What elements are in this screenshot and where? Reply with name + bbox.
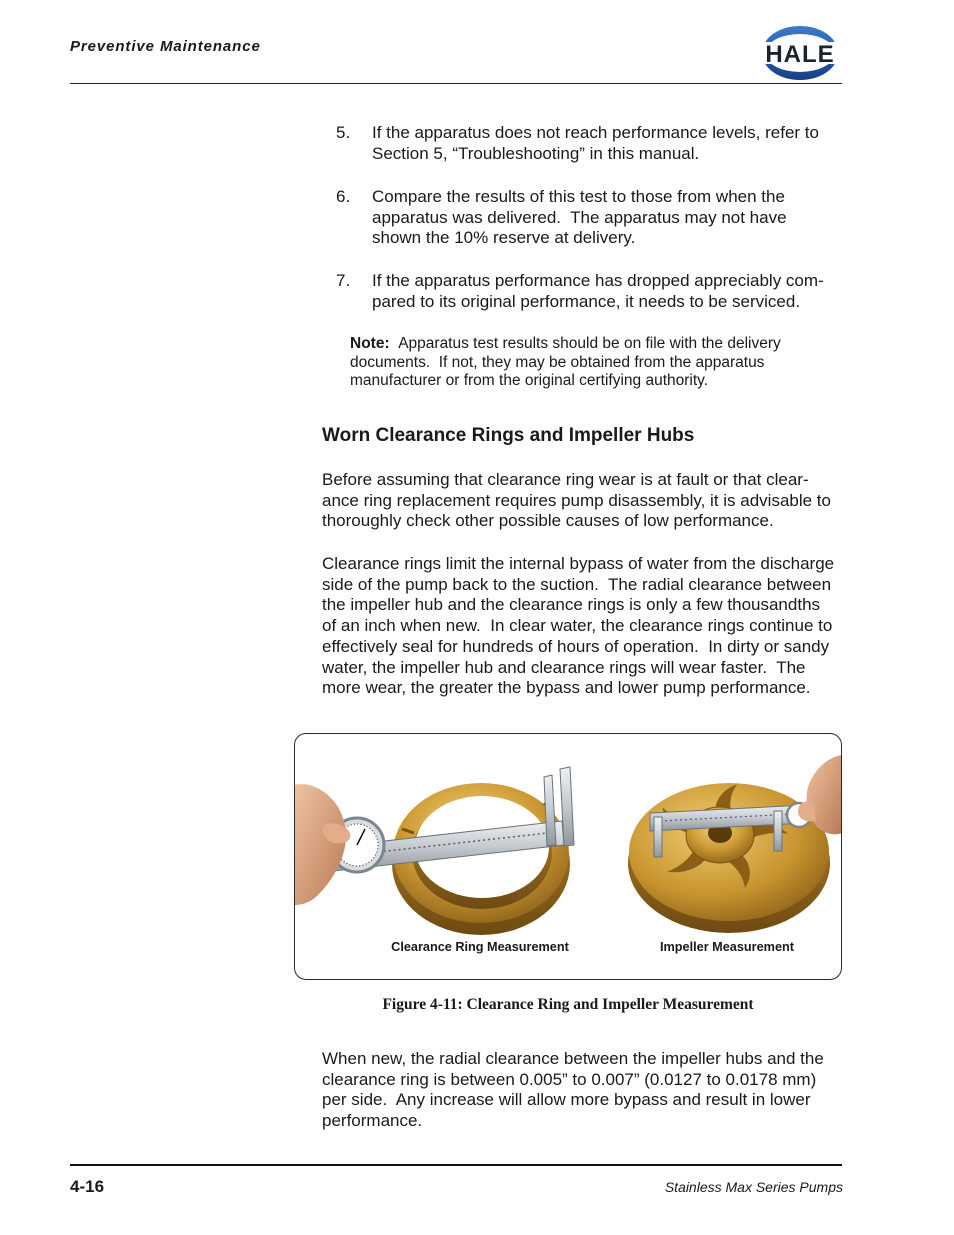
step-line: apparatus was delivered. The apparatus may not have <box>372 207 787 227</box>
step-text <box>372 123 819 164</box>
document-title: Stainless Max Series Pumps <box>664 1179 843 1195</box>
step-number: 6. <box>336 187 351 206</box>
paragraph-line: the impeller hub and the clearance rings is only a few thousandths <box>322 595 821 615</box>
step-line: shown the 10% reserve at delivery. <box>372 228 636 248</box>
paragraph-line: Clearance rings limit the internal bypass of water from the discharge <box>322 554 835 573</box>
note-line: manufacturer or from the original certifying authority. <box>350 372 709 389</box>
paragraph-line: per side. Any increase will allow more bypass and result in lower <box>322 1090 811 1110</box>
page-number: 4-16 <box>70 1177 105 1196</box>
figure-caption: Figure 4-11: Clearance Ring and Impeller Measurement <box>382 996 754 1013</box>
paragraph-line: thoroughly check other possible causes of low performance. <box>322 511 774 531</box>
header-rule <box>70 83 842 84</box>
paragraph-line: When new, the radial clearance between the impeller hubs and the <box>322 1049 824 1068</box>
paragraph-line: ance ring replacement requires pump disassembly, it is advisable to <box>322 490 831 510</box>
panel-caption-clearance-ring: Clearance Ring Measurement <box>391 940 569 954</box>
paragraph-line: effectively seal for hundreds of hours of operation. In dirty or sandy <box>322 636 830 656</box>
step-line: If the apparatus performance has dropped appreciably com- <box>372 271 824 290</box>
step-number: 7. <box>336 271 351 290</box>
footer-rule <box>70 1164 842 1166</box>
caliper-jaw-sliding <box>774 811 782 851</box>
step-number: 5. <box>336 123 351 142</box>
left-hand <box>294 784 346 905</box>
impeller-photo <box>628 755 842 933</box>
caliper-jaw-fixed <box>654 817 662 857</box>
paragraph-line: performance. <box>322 1111 423 1131</box>
note-text: Apparatus test results should be on file with the delivery <box>398 335 781 352</box>
body-paragraph <box>322 554 834 699</box>
note-block <box>350 335 781 391</box>
step-line: Compare the results of this test to those from when the <box>372 187 785 206</box>
figure-frame <box>294 733 842 980</box>
step-line: Section 5, “Troubleshooting” in this manual. <box>372 143 700 163</box>
step-line: pared to its original performance, it needs to be serviced. <box>372 291 801 311</box>
clearance-ring-photo <box>294 767 574 935</box>
note-line: documents. If not, they may be obtained from the apparatus <box>350 353 765 371</box>
note-label: Note: <box>350 335 390 352</box>
logo-wordmark: HALE <box>765 41 835 68</box>
note-line <box>350 335 781 354</box>
body-paragraph <box>322 470 831 532</box>
step-item <box>336 187 787 249</box>
paragraph-line: more wear, the greater the bypass and lower pump performance. <box>322 678 811 698</box>
paragraph-line: clearance ring is between 0.005” to 0.007” (0.0127 to 0.0178 mm) <box>322 1069 817 1089</box>
panel-caption-impeller: Impeller Measurement <box>660 940 794 954</box>
paragraph-line: side of the pump back to the suction. The radial clearance between <box>322 574 832 594</box>
paragraph-line: Before assuming that clearance ring wear is at fault or that clear- <box>322 470 809 489</box>
body-paragraph <box>322 1049 824 1132</box>
hale-logo <box>757 24 843 82</box>
step-item <box>336 123 819 164</box>
step-line: If the apparatus does not reach performance levels, refer to <box>372 123 819 142</box>
step-text <box>372 187 787 249</box>
section-heading: Worn Clearance Rings and Impeller Hubs <box>322 425 695 446</box>
running-header-title: Preventive Maintenance <box>70 38 261 55</box>
paragraph-line: of an inch when new. In clear water, the clearance rings continue to <box>322 616 833 636</box>
step-text <box>372 271 824 312</box>
paragraph-line: water, the impeller hub and clearance rings will wear faster. The <box>322 657 806 677</box>
step-item <box>336 271 824 312</box>
